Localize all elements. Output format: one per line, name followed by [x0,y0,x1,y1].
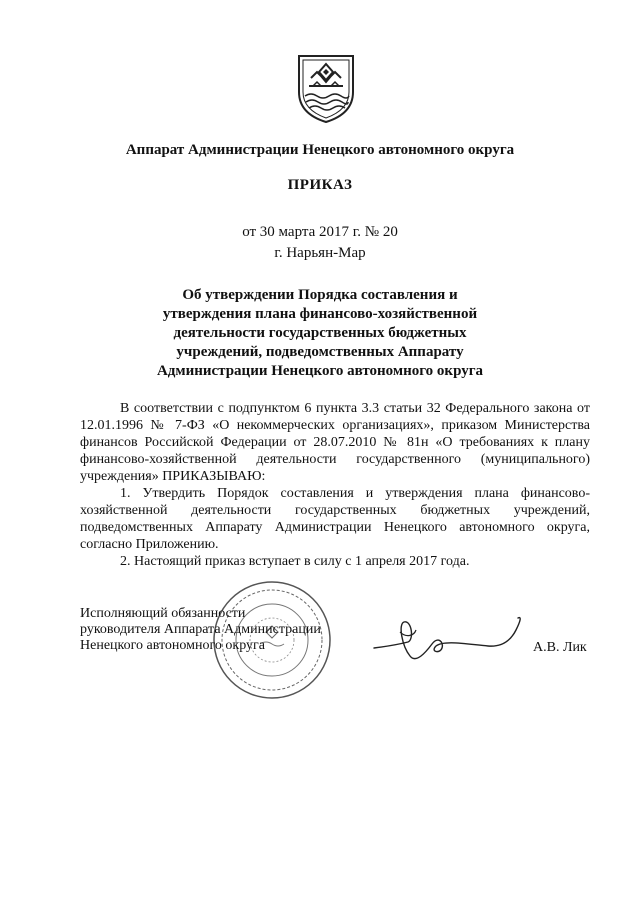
title-line: утверждения плана финансово-хозяйственной [162,306,478,322]
signatory-name: А.В. Лик [533,640,587,655]
position-line: руководителя Аппарата Администрации [80,622,321,637]
document-city: г. Нарьян-Мар [274,245,366,261]
document-date-number: от 30 марта 2017 г. № 20 [242,224,398,240]
document-body [80,400,590,570]
organization-name: Аппарат Администрации Ненецкого автономного округа [125,142,515,158]
document-type: ПРИКАЗ [287,177,353,193]
position-line: Ненецкого автономного округа [80,638,265,653]
position-line: Исполняющий обязанности [80,606,246,621]
nenets-coat-of-arms-icon [295,52,357,124]
body-paragraph: В соответствии с подпунктом 6 пункта 3.3 статьи 32 Федерального закона от 12.01.1996 № 7-ФЗ «О некоммерческих организациях», приказом Министерства финансов Российской Федерации от 28.07.2010 № 81н «О требованиях к плану финансово-хозяйственной деятельности государственного (муниципального) учреждения» ПРИКАЗЫВАЮ: [80,401,590,484]
document-title [120,286,520,381]
body-paragraph: 2. Настоящий приказ вступает в силу с 1 апреля 2017 года. [120,554,470,569]
signatory-position [80,606,321,654]
title-line: Об утверждении Порядка составления и [182,287,458,303]
body-paragraph: 1. Утвердить Порядок составления и утверждения плана финансово-хозяйственной деятельности государственных бюджетных учреждений, подведомственных Аппарату Администрации Ненецкого автономного округа, согласно Приложению. [80,486,590,552]
handwritten-signature-icon [370,612,530,672]
title-line: Администрации Ненецкого автономного округа [156,363,484,379]
title-line: деятельности государственных бюджетных [173,325,467,341]
title-line: учреждений, подведомственных Аппарату [176,344,464,360]
